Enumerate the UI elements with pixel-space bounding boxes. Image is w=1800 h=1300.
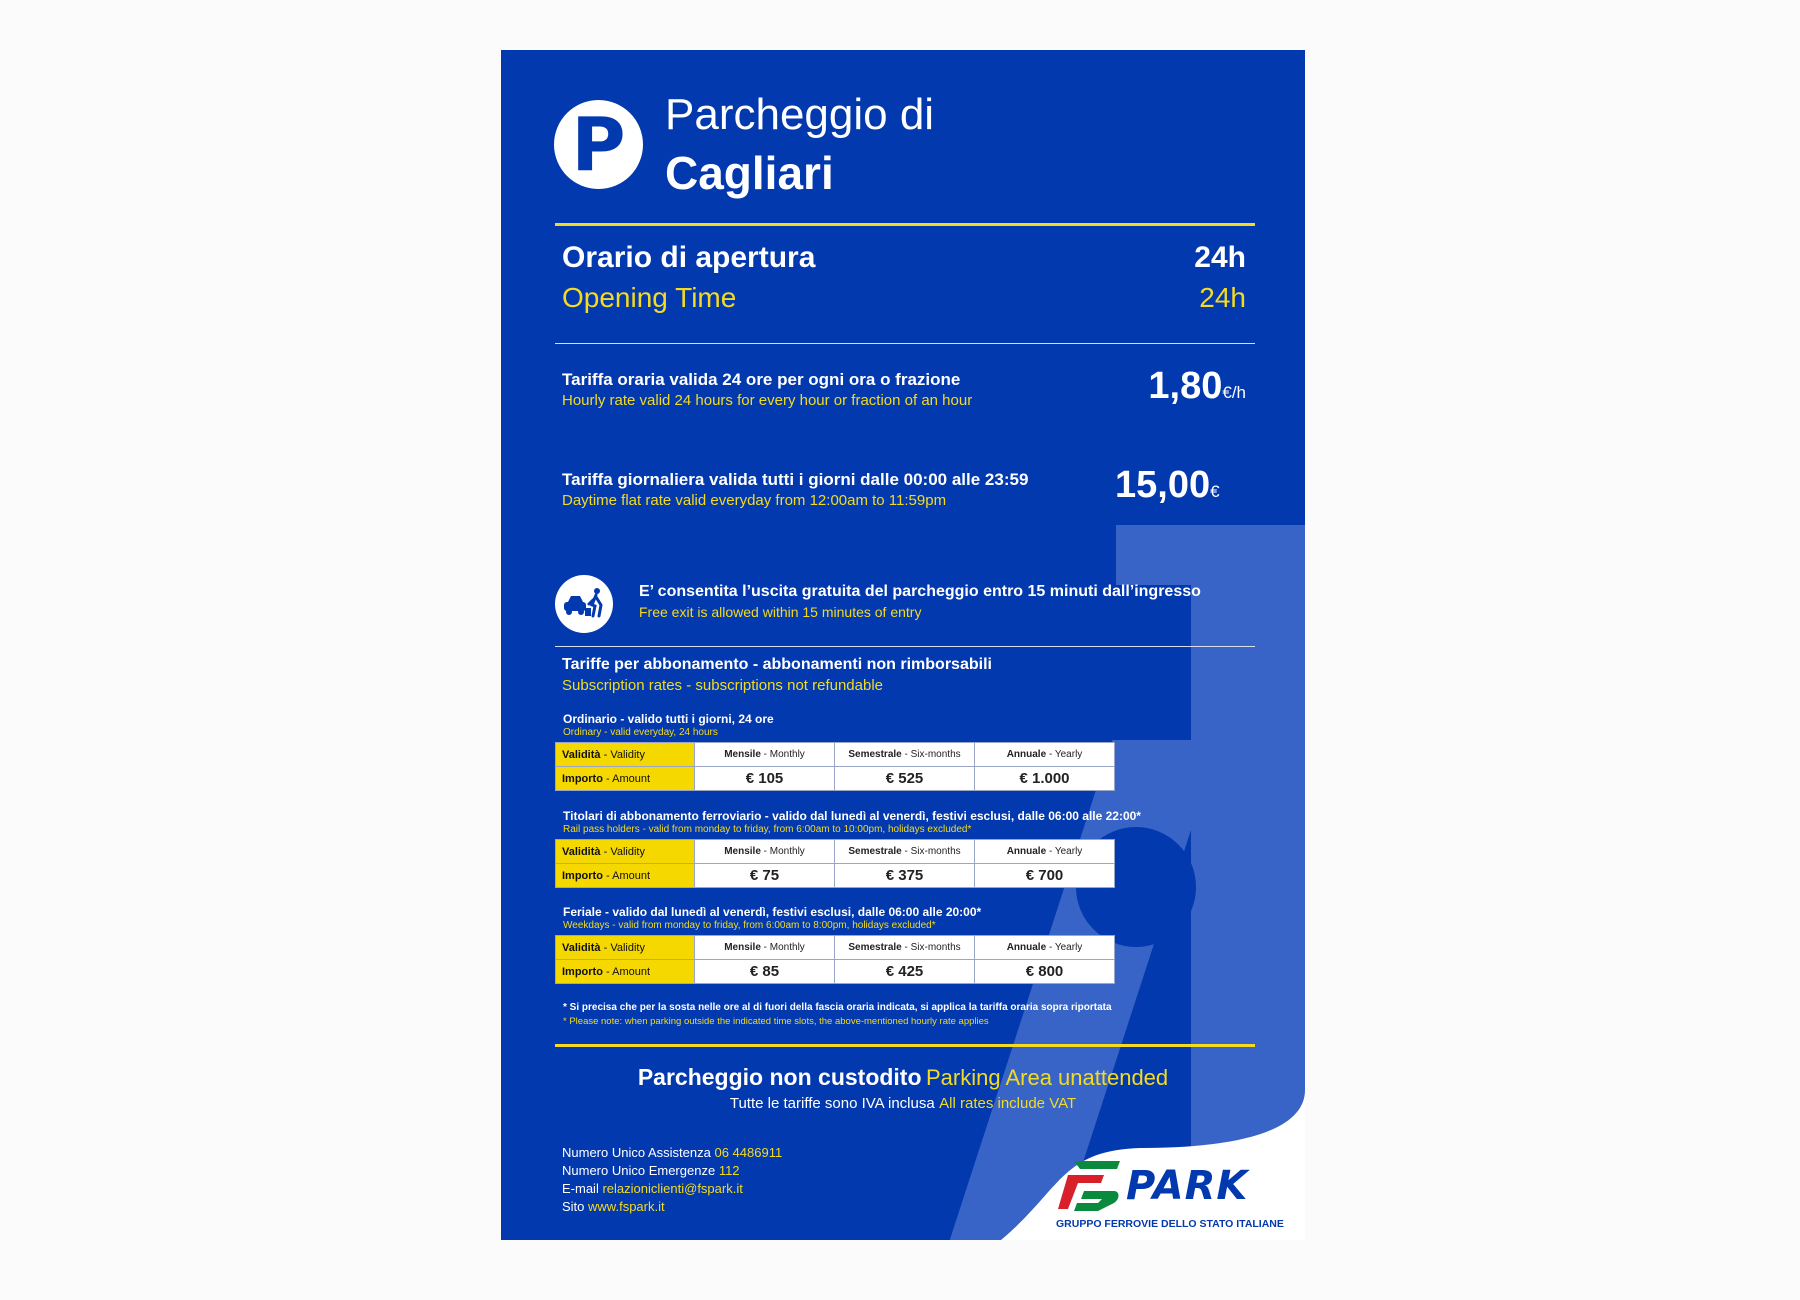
contact-emergency: Numero Unico Emergenze 112 [562, 1163, 740, 1178]
emergency-number[interactable]: 112 [718, 1163, 740, 1178]
validity-label: Validità - Validity [556, 840, 695, 864]
fs-park-logo [1001, 1145, 1305, 1240]
subscriptions-title-it: Tariffe per abbonamento - abbonamenti non rimborsabili [562, 656, 992, 673]
col-header: Semestrale - Six-months [835, 936, 975, 960]
hourly-label-en: Hourly rate valid 24 hours for every hour or fraction of an hour [562, 392, 973, 409]
vat-it: Tutte le tariffe sono IVA inclusa [729, 1095, 935, 1112]
amount-cell: € 800 [975, 960, 1115, 984]
col-header: Annuale - Yearly [975, 936, 1115, 960]
col-header: Mensile - Monthly [695, 743, 835, 767]
logo-tagline: GRUPPO FERROVIE DELLO STATO ITALIANE [1056, 1218, 1284, 1230]
validity-label: Validità - Validity [556, 743, 695, 767]
col-header: Semestrale - Six-months [835, 840, 975, 864]
logo-background [501, 50, 1305, 1240]
hourly-label-it: Tariffa oraria valida 24 ore per ogni ora o frazione [562, 370, 961, 389]
amount-label: Importo - Amount [556, 864, 695, 888]
col-header: Mensile - Monthly [695, 840, 835, 864]
daily-value: 15,00 [1115, 464, 1211, 506]
col-header: Mensile - Monthly [695, 936, 835, 960]
daily-unit: € [1210, 482, 1220, 501]
page-title-line2: Cagliari [665, 147, 834, 199]
plan-title-it: Titolari di abbonamento ferroviario - valido dal lunedì al venerdì, festivi esclusi, dalle 06:00 alle 22:00* [563, 809, 1141, 823]
unattended-label-en: Parking Area unattended [925, 1065, 1169, 1090]
contact-site: Sito www.fspark.it [562, 1199, 665, 1214]
amount-cell: € 425 [835, 960, 975, 984]
opening-label-en: Opening Time [562, 282, 737, 313]
plan-title-it: Feriale - valido dal lunedì al venerdì, festivi esclusi, dalle 06:00 alle 20:00* [563, 905, 982, 919]
col-header: Annuale - Yearly [975, 840, 1115, 864]
amount-cell: € 105 [695, 767, 835, 791]
contact-assistance: Numero Unico Assistenza 06 4486911 [562, 1145, 783, 1160]
daily-label-it: Tariffa giornaliera valida tutti i giorni dalle 00:00 alle 23:59 [562, 470, 1029, 489]
opening-label-it: Orario di apertura [562, 241, 816, 274]
amount-cell: € 700 [975, 864, 1115, 888]
unattended-label-it: Parcheggio non custodito [637, 1064, 922, 1090]
amount-cell: € 375 [835, 864, 975, 888]
amount-label: Importo - Amount [556, 960, 695, 984]
amount-cell: € 75 [695, 864, 835, 888]
page-title-line1: Parcheggio di [665, 90, 935, 139]
plan-title-it: Ordinario - valido tutti i giorni, 24 ore [563, 712, 774, 726]
website-link[interactable]: www.fspark.it [588, 1199, 665, 1214]
note-it: * Si precisa che per la sosta nelle ore al di fuori della fascia oraria indicata, si applica la tariffa oraria sopra riportata [563, 1002, 1112, 1013]
hourly-unit: €/h [1222, 383, 1246, 402]
contact-email: E-mail relazioniclienti@fspark.it [562, 1181, 743, 1196]
col-header: Annuale - Yearly [975, 743, 1115, 767]
fs-logo-icon [1054, 1155, 1122, 1213]
opening-value-en: 24h [1199, 282, 1246, 313]
amount-label: Importo - Amount [556, 767, 695, 791]
daily-label-en: Daytime flat rate valid everyday from 12:00am to 11:59pm [562, 492, 947, 509]
logo-brand: PARK [1126, 1163, 1249, 1209]
plan-title-en: Rail pass holders - valid from monday to friday, from 6:00am to 10:00pm, holidays excluded* [563, 824, 972, 835]
free-exit-text-it: E’ consentita l’uscita gratuita del parcheggio entro 15 minuti dall’ingresso [639, 583, 1201, 600]
free-exit-text-en: Free exit is allowed within 15 minutes of entry [639, 604, 922, 620]
vat-en: All rates include VAT [939, 1095, 1077, 1112]
amount-cell: € 525 [835, 767, 975, 791]
parking-p-icon: P [554, 100, 643, 189]
amount-cell: € 85 [695, 960, 835, 984]
validity-label: Validità - Validity [556, 936, 695, 960]
assistance-number[interactable]: 06 4486911 [714, 1145, 783, 1160]
opening-value-it: 24h [1194, 241, 1246, 274]
parking-poster [501, 50, 1305, 1240]
note-en: * Please note: when parking outside the indicated time slots, the above-mentioned hourly rate applies [563, 1016, 989, 1027]
hourly-value: 1,80 [1148, 365, 1223, 407]
plan-title-en: Weekdays - valid from monday to friday, from 6:00am to 8:00pm, holidays excluded* [563, 920, 936, 931]
subscriptions-title-en: Subscription rates - subscriptions not refundable [562, 677, 884, 694]
col-header: Semestrale - Six-months [835, 743, 975, 767]
plan-title-en: Ordinary - valid everyday, 24 hours [563, 727, 718, 738]
amount-cell: € 1.000 [975, 767, 1115, 791]
email-link[interactable]: relazioniclienti@fspark.it [602, 1181, 743, 1196]
